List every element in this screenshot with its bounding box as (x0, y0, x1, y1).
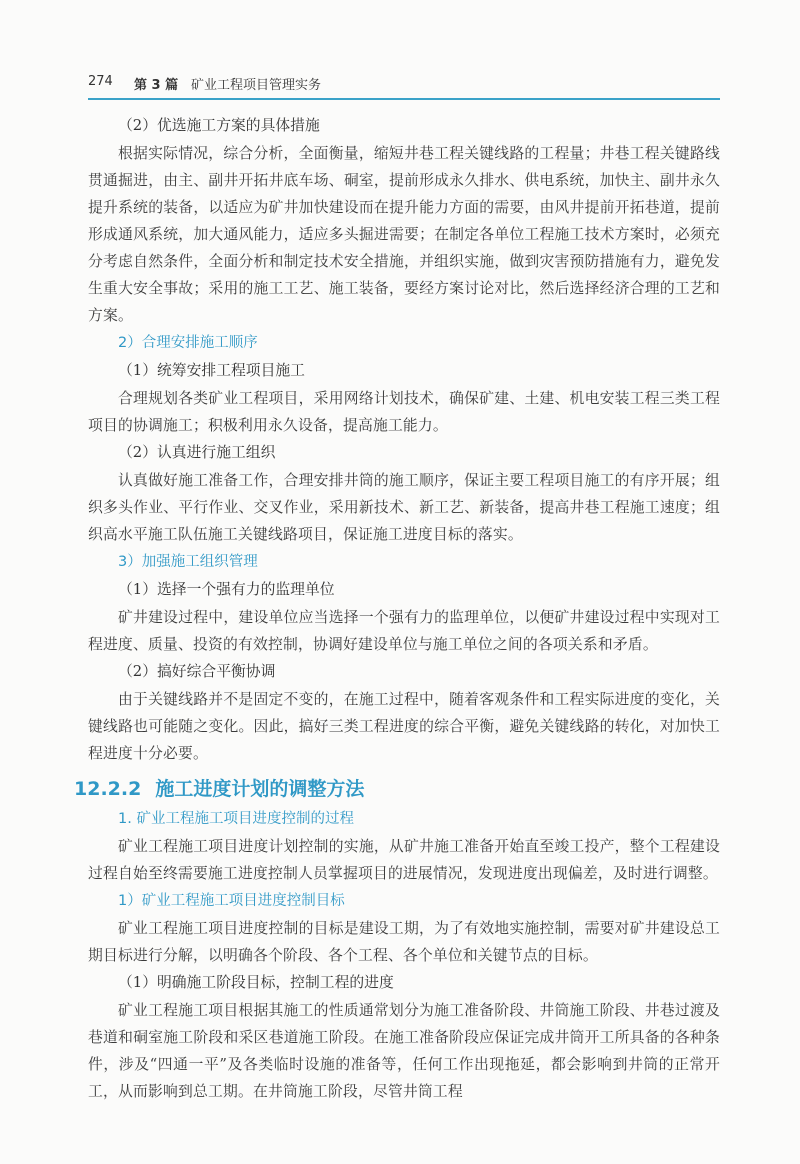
list-item: （1）明确施工阶段目标，控制工程的进度 (118, 974, 394, 991)
paragraph: 矿井建设过程中，建设单位应当选择一个强有力的监理单位，以便矿井建设过程中实现对工程进度、质量、投资的有效控制，协调好建设单位与施工单位之间的各项关系和矛盾。 (88, 609, 720, 653)
list-item: （2）认真进行施工组织 (118, 444, 276, 461)
page-body (74, 112, 720, 1105)
paragraph: 合理规划各类矿业工程项目，采用网络计划技术，确保矿建、土建、机电安装工程三类工程项目的协调施工；积极利用永久设备，提高施工能力。 (88, 390, 720, 434)
subheading: 1. 矿业工程施工项目进度控制的过程 (118, 811, 354, 827)
section-heading (74, 769, 720, 809)
page-header (88, 70, 720, 100)
paragraph: 矿业工程施工项目进度控制的目标是建设工期，为了有效地实施控制，需要对矿井建设总工期目标进行分解，以明确各个阶段、各个工程、各个单位和关键节点的目标。 (88, 920, 720, 964)
list-item: （1）统筹安排工程项目施工 (118, 362, 305, 379)
part-label: 第 3 篇 (134, 78, 179, 93)
list-item: （1）选择一个强有力的监理单位 (118, 581, 335, 598)
paragraph: 由于关键线路并不是固定不变的，在施工过程中，随着客观条件和工程实际进度的变化，关键线路也可能随之变化。因此，搞好三类工程进度的综合平衡，避免关键线路的转化，对加快工程进度十分必要。 (88, 691, 720, 762)
paragraph: 根据实际情况，综合分析，全面衡量，缩短井巷工程关键线路的工程量；井巷工程关键路线贯通掘进，由主、副井开拓井底车场、硐室，提前形成永久排水、供电系统，加快主、副井永久提升系统的装备，以适应为矿井加快建设而在提升能力方面的需要，由风井提前开拓巷道，提前形成通风系统，加大通风能力，适应多头掘进需要；在制定各单位工程施工技术方案时，必须充分考虑自然条件，全面分析和制定技术安全措施，并组织实施，做到灾害预防措施有力，避免发生重大安全事故；采用的施工工艺、施工装备，要经方案讨论对比，然后选择经济合理的工艺和方案。 (88, 145, 720, 324)
list-item: （2）优选施工方案的具体措施 (118, 117, 320, 134)
paragraph: 矿业工程施工项目进度计划控制的实施，从矿井施工准备开始直至竣工投产，整个工程建设过程自始至终需要施工进度控制人员掌握项目的进展情况，发现进度出现偏差，及时进行调整。 (88, 838, 720, 882)
list-item: （2）搞好综合平衡协调 (118, 663, 276, 680)
subheading: 2）合理安排施工顺序 (118, 335, 258, 351)
section-number: 12.2.2 (74, 778, 142, 800)
section-title: 施工进度计划的调整方法 (155, 778, 365, 800)
paragraph: 矿业工程施工项目根据其施工的性质通常划分为施工准备阶段、井筒施工阶段、井巷过渡及巷道和硐室施工阶段和采区巷道施工阶段。在施工准备阶段应保证完成井筒开工所具备的各种条件，涉及“四通一平”及各类临时设施的准备等，任何工作出现拖延，都会影响到井筒的正常开工，从而影响到总工期。在井筒施工阶段，尽管井筒工程 (88, 1002, 720, 1100)
paragraph: 认真做好施工准备工作，合理安排井筒的施工顺序，保证主要工程项目施工的有序开展；组织多头作业、平行作业、交叉作业，采用新技术、新工艺、新装备，提高井巷工程施工速度；组织高水平施工队伍施工关键线路项目，保证施工进度目标的落实。 (88, 472, 720, 543)
page-number: 274 (88, 74, 113, 89)
subheading: 3）加强施工组织管理 (118, 554, 258, 570)
subheading: 1）矿业工程施工项目进度控制目标 (118, 893, 345, 909)
book-title: 矿业工程项目管理实务 (191, 78, 322, 93)
